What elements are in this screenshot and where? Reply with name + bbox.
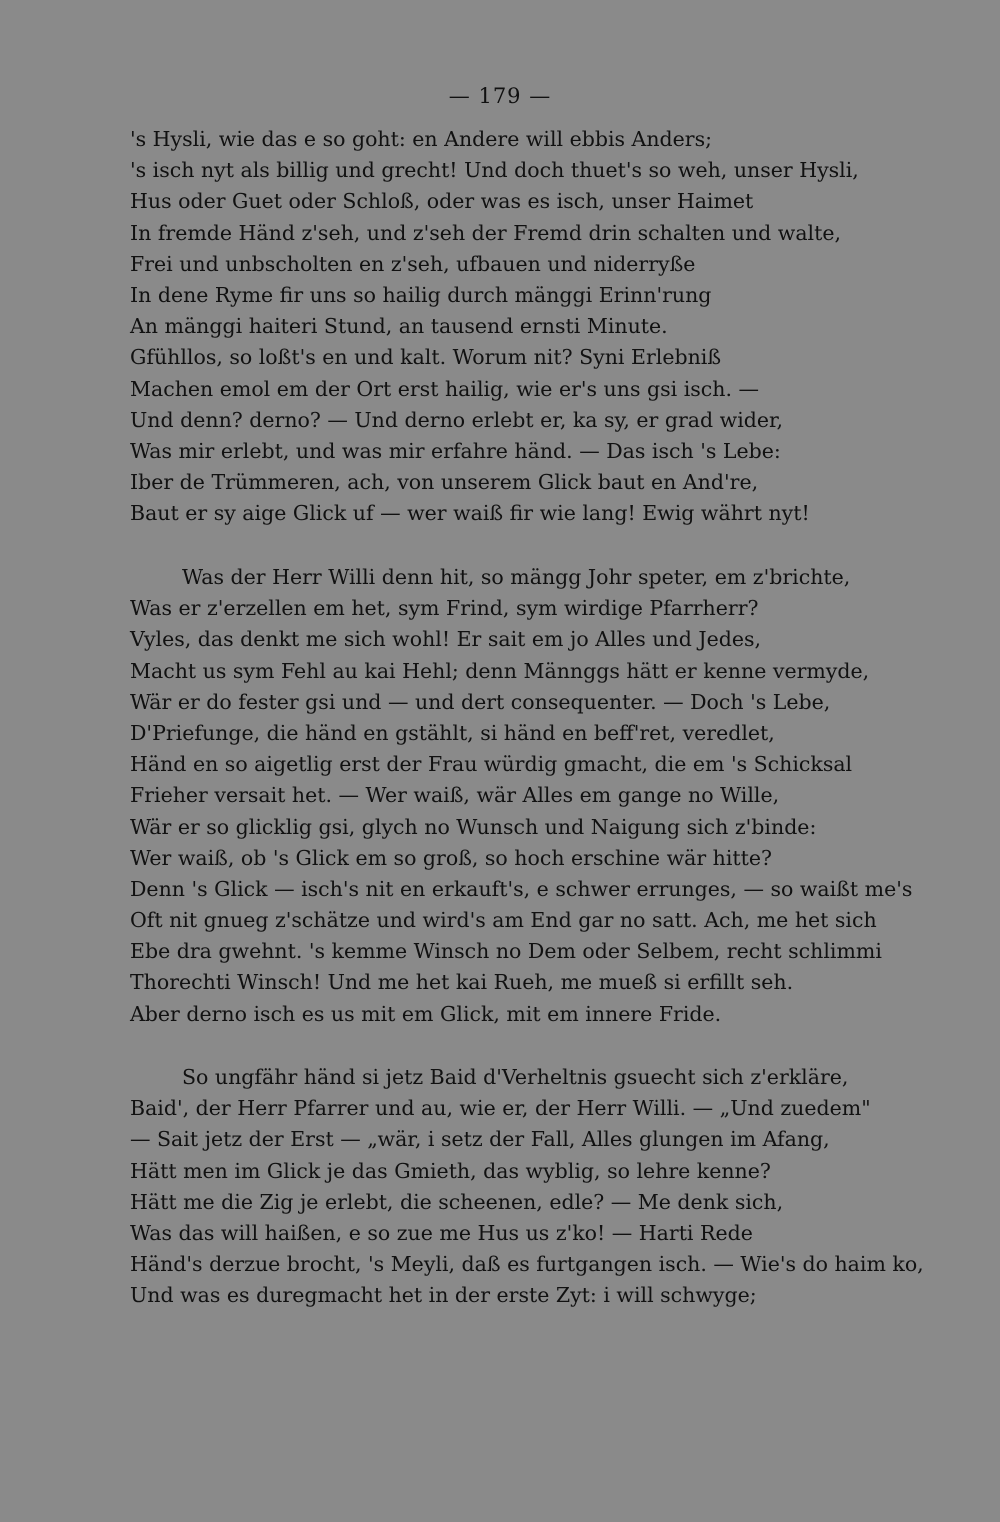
text-line: Händ's derzue brocht, 's Meyli, daß es furtgangen isch. — Wie's do haim ko,	[130, 1252, 924, 1277]
text-line: D'Priefunge, die händ en gstählt, si händ en beff'ret, veredlet,	[130, 720, 775, 745]
text-line: An mänggi haiteri Stund, an tausend ernsti Minute.	[130, 314, 668, 339]
text-line: Iber de Trümmeren, ach, von unserem Glick baut en And're,	[130, 470, 759, 495]
text-line: Hätt me die Zig je erlebt, die scheenen, edle? — Me denk sich,	[130, 1189, 784, 1214]
text-line: Machen emol em der Ort erst hailig, wie er's uns gsi isch. —	[130, 376, 760, 401]
text-line: Was er z'erzellen em het, sym Frind, sym wirdige Pfarrherr?	[130, 596, 759, 621]
text-line: Wär er do fester gsi und — und dert consequenter. — Doch 's Lebe,	[130, 689, 831, 714]
text-line: Gfühllos, so loßt's en und kalt. Worum nit? Syni Erlebniß	[130, 345, 722, 370]
paragraph-3	[130, 1062, 950, 1312]
text-line: Und denn? derno? — Und derno erlebt er, ka sy, er grad wider,	[130, 407, 784, 432]
page-number: — 179 —	[448, 84, 552, 108]
text-line: So ungfähr händ si jetz Baid d'Verheltnis gsuecht sich z'erkläre,	[182, 1065, 849, 1089]
text-line: Wer waiß, ob 's Glick em so groß, so hoch erschine wär hitte?	[130, 845, 773, 870]
text-line: In fremde Händ z'seh, und z'seh der Fremd drin schalten und walte,	[130, 220, 841, 245]
text-line: 's Hysli, wie das e so goht: en Andere will ebbis Anders;	[130, 127, 713, 151]
text-line: Frei und unbscholten en z'seh, ufbauen und niderryße	[130, 251, 696, 276]
text-line: Frieher versait het. — Wer waiß, wär Alles em gange no Wille,	[130, 783, 780, 808]
text-line: Thorechti Winsch! Und me het kai Rueh, me mueß si erfillt seh.	[130, 970, 794, 995]
text-line: Baid', der Herr Pfarrer und au, wie er, der Herr Willi. — „Und zuedem"	[130, 1096, 871, 1121]
text-line: — Sait jetz der Erst — „wär, i setz der Fall, Alles glungen im Afang,	[130, 1127, 830, 1152]
text-line: Und was es duregmacht het in der erste Zyt: i will schwyge;	[130, 1283, 757, 1308]
text-line: Händ en so aigetlig erst der Frau würdig gmacht, die em 's Schicksal	[130, 752, 853, 777]
text-line: In dene Ryme fir uns so hailig durch mänggi Erinn'rung	[130, 282, 712, 307]
text-line: Macht us sym Fehl au kai Hehl; denn Männggs hätt er kenne vermyde,	[130, 658, 870, 683]
text-line: Aber derno isch es us mit em Glick, mit em innere Fride.	[130, 1001, 722, 1026]
text-line: Baut er sy aige Glick uf — wer waiß fir wie lang! Ewig währt nyt!	[130, 501, 810, 526]
text-line: Hätt men im Glick je das Gmieth, das wyblig, so lehre kenne?	[130, 1158, 771, 1183]
text-line: Ebe dra gwehnt. 's kemme Winsch no Dem oder Selbem, recht schlimmi	[130, 939, 882, 964]
text-line: Hus oder Guet oder Schloß, oder was es isch, unser Haimet	[130, 189, 754, 214]
paragraph-2	[130, 562, 950, 1030]
text-line: 's isch nyt als billig und grecht! Und doch thuet's so weh, unser Hysli,	[130, 158, 859, 183]
text-line: Was mir erlebt, und was mir erfahre händ. — Das isch 's Lebe:	[130, 438, 781, 463]
text-line: Was das will haißen, e so zue me Hus us z'ko! — Harti Rede	[130, 1220, 753, 1245]
text-line: Was der Herr Willi denn hit, so mängg Johr speter, em z'brichte,	[182, 565, 851, 589]
text-line: Oft nit gnueg z'schätze und wird's am End gar no satt. Ach, me het sich	[130, 908, 877, 933]
text-line: Denn 's Glick — isch's nit en erkauft's, e schwer errunges, — so waißt me's	[130, 876, 913, 901]
paragraph-1	[130, 124, 950, 529]
text-line: Wär er so glicklig gsi, glych no Wunsch und Naigung sich z'binde:	[130, 814, 817, 839]
text-line: Vyles, das denkt me sich wohl! Er sait em jo Alles und Jedes,	[130, 627, 761, 652]
